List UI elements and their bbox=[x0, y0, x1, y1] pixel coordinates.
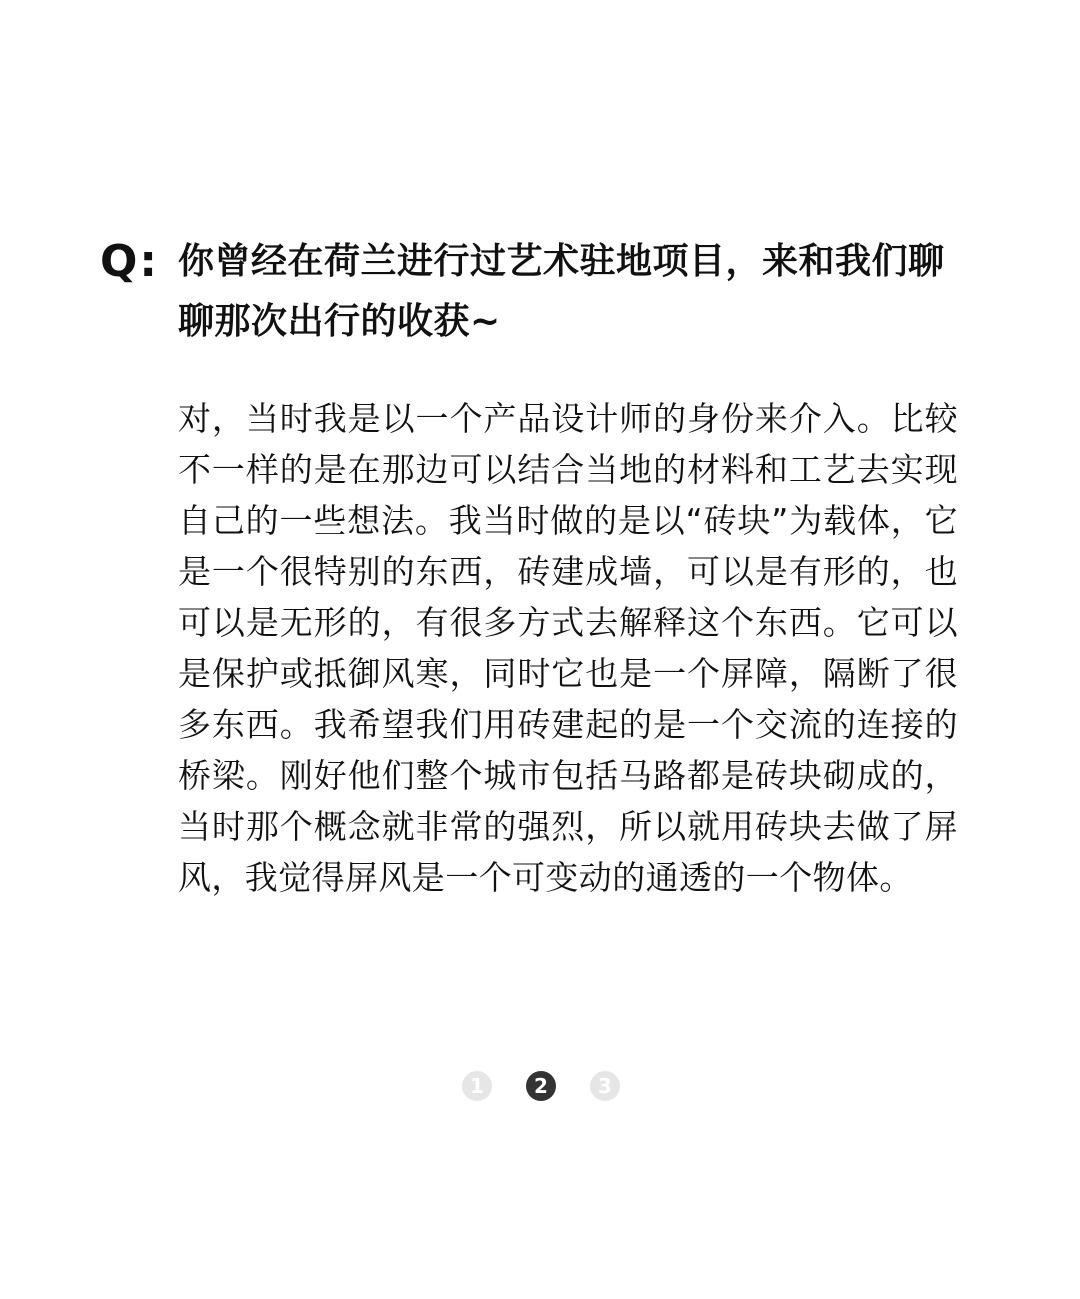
question-text: 你曾经在荷兰进行过艺术驻地项目，来和我们聊聊那次出行的收获~ bbox=[178, 241, 945, 342]
question-label: Q: bbox=[100, 236, 159, 287]
page-indicator bbox=[462, 1071, 620, 1101]
page-dot-3[interactable]: 3 bbox=[590, 1071, 620, 1101]
question-block bbox=[100, 232, 980, 352]
page-dot-2-current[interactable]: 2 bbox=[526, 1071, 556, 1101]
answer-text: 对，当时我是以一个产品设计师的身份来介入。比较不一样的是在那边可以结合当地的材料和工艺去实现自己的一些想法。我当时做的是以“砖块”为载体，它是一个很特别的东西，砖建成墙，可以是有形的，也可以是无形的，有很多方式去解释这个东西。它可以是保护或抵御风寒，同时它也是一个屏障，隔断了很多东西。我希望我们用砖建起的是一个交流的连接的桥梁。刚好他们整个城市包括马路都是砖块砌成的，当时那个概念就非常的强烈，所以就用砖块去做了屏风，我觉得屏风是一个可变动的通透的一个物体。 bbox=[178, 399, 958, 897]
page-dot-1[interactable]: 1 bbox=[462, 1071, 492, 1101]
